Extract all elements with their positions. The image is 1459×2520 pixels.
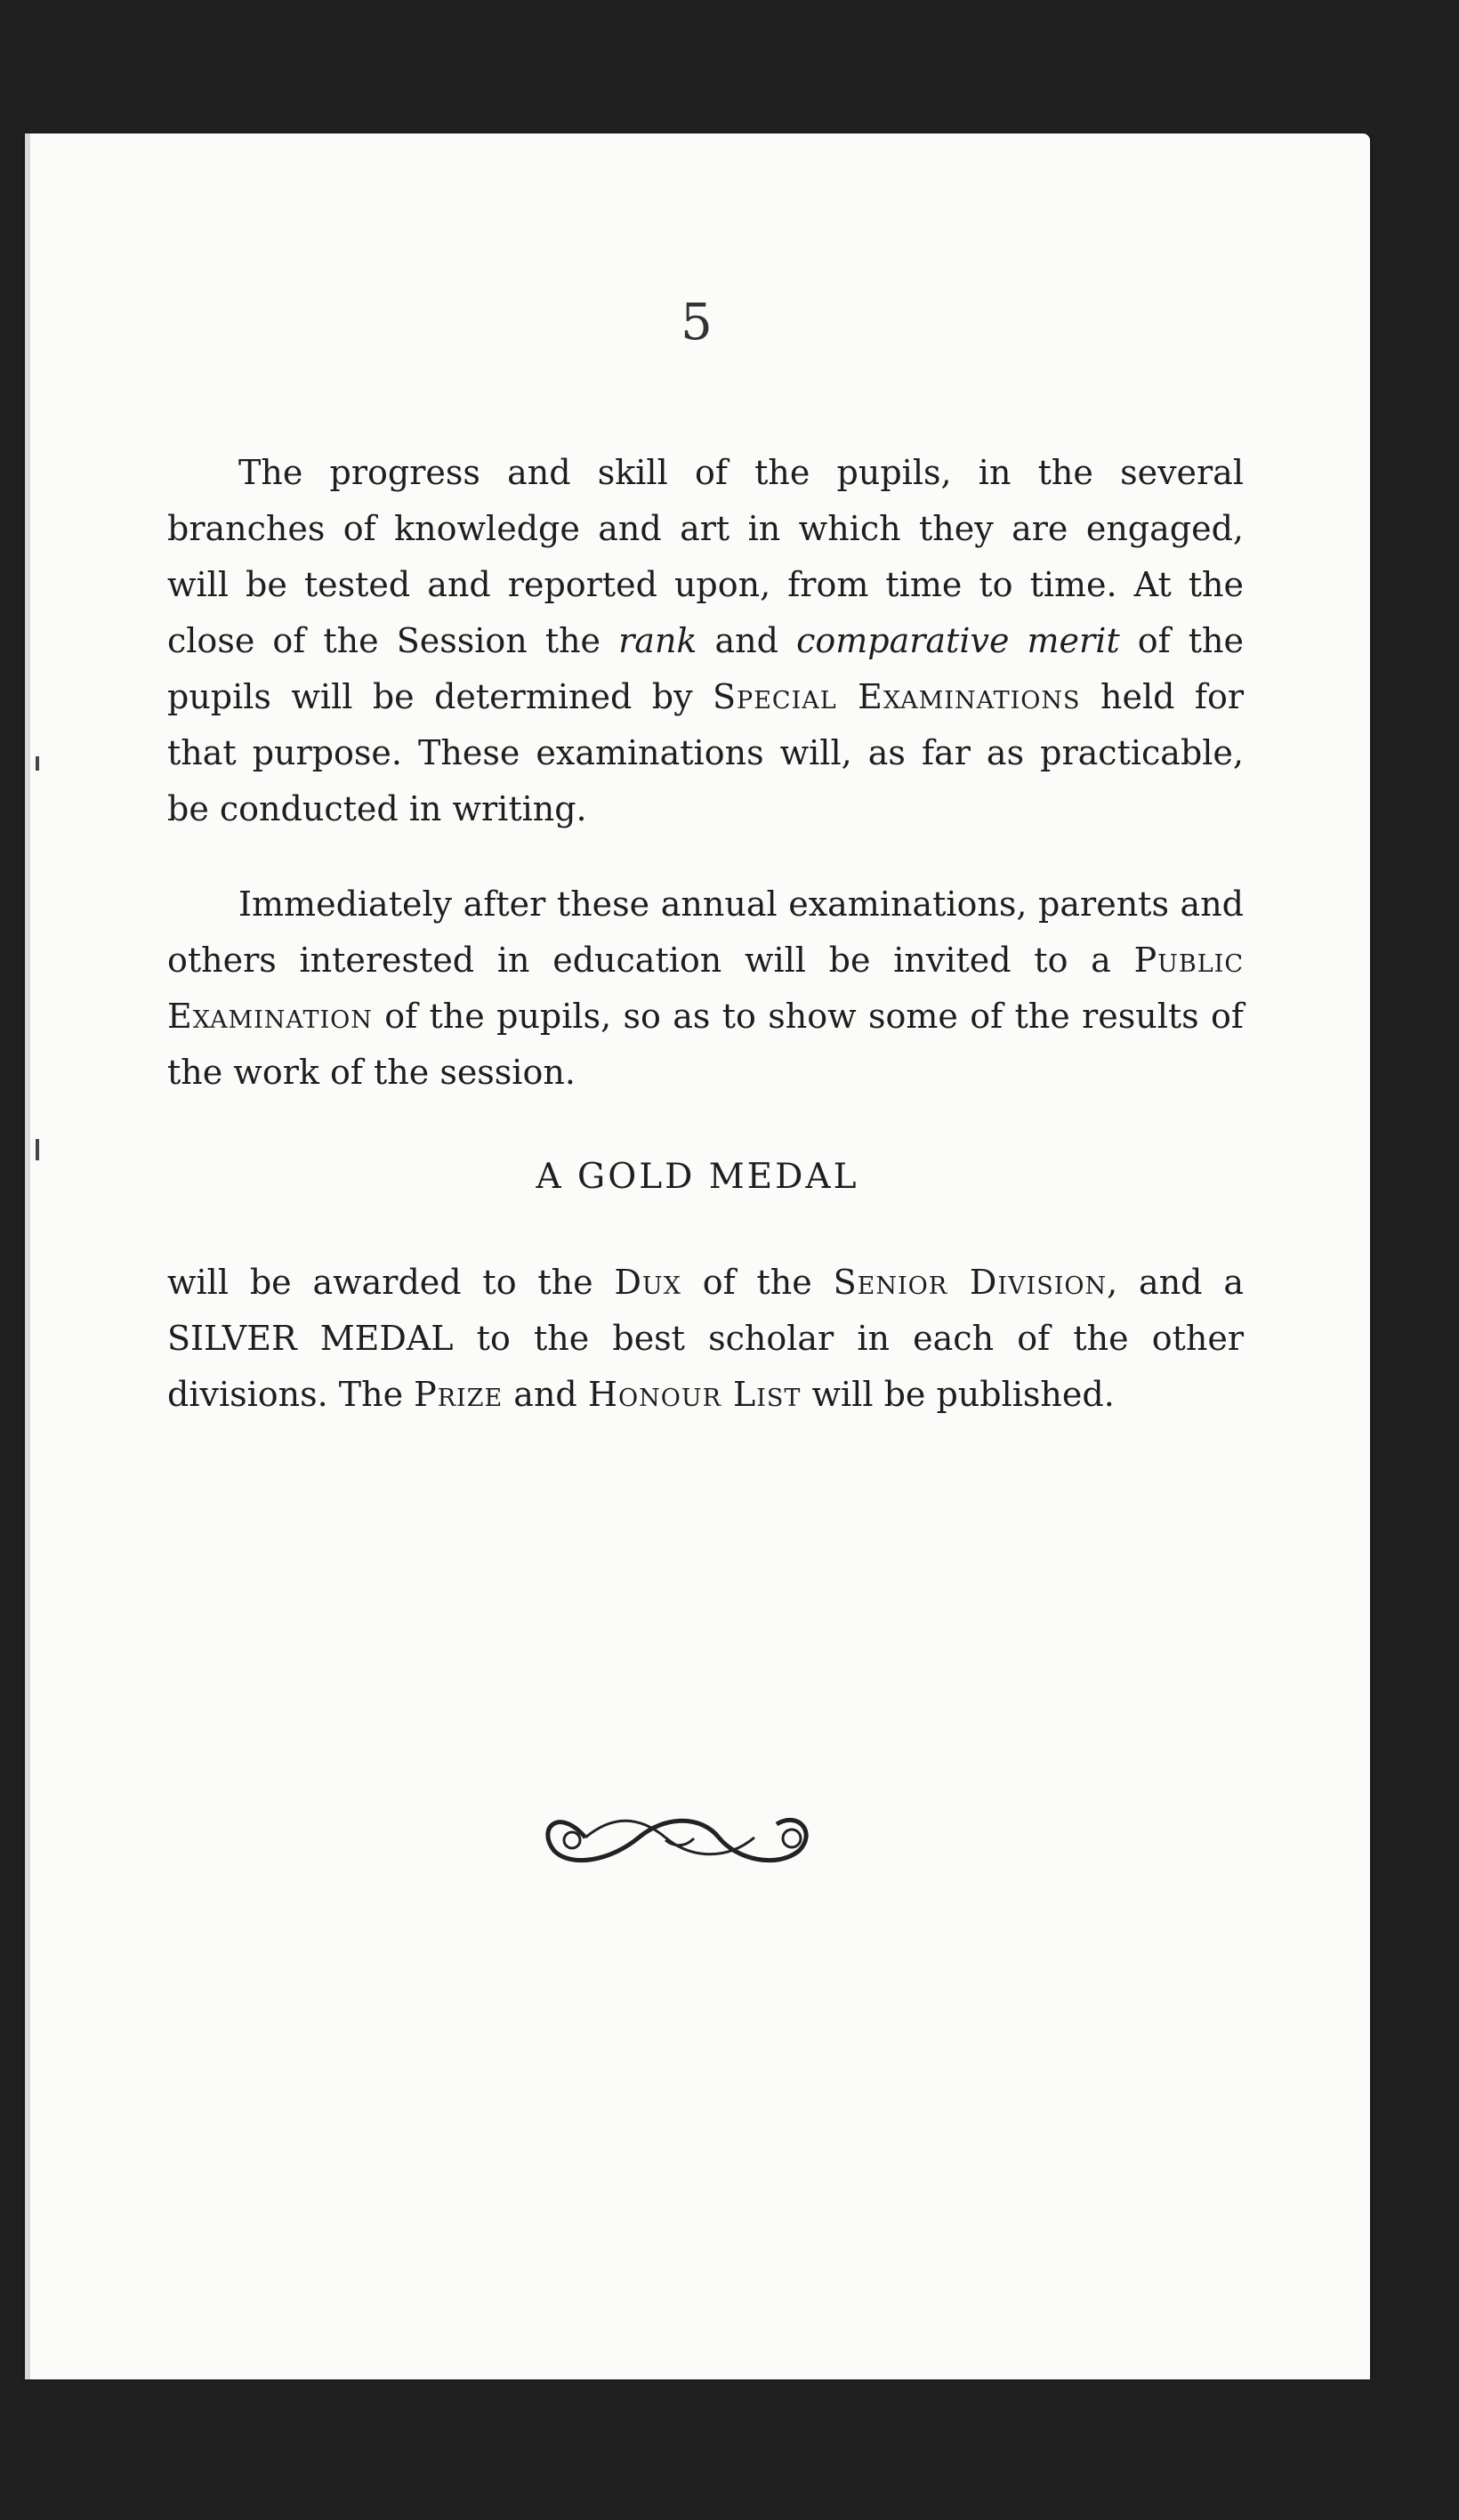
public-examination-smallcaps: Public Examination	[167, 941, 1244, 1036]
page-edge	[25, 133, 30, 2379]
para2-text-1: Immediately after these annual examinations, parents and others interested in education will be invited to a	[167, 884, 1244, 980]
dux-smallcaps: Dux	[614, 1263, 681, 1302]
para1-text-3: of the pupils will be determined by	[167, 621, 1244, 716]
scroll-ornament-icon	[532, 1789, 826, 1886]
special-examinations-smallcaps: Special Examinations	[713, 677, 1081, 716]
para3-text-4: and	[503, 1375, 588, 1414]
senior-division-smallcaps: Senior Division	[833, 1263, 1108, 1302]
margin-mark	[36, 756, 39, 771]
para3-text-2: of the	[681, 1263, 834, 1302]
paragraph-progress	[167, 445, 1244, 837]
para1-text-4: held for that purpose. These examinations will, as far as practicable, be conducted in writing.	[167, 677, 1244, 828]
margin-mark	[36, 1139, 39, 1160]
paragraph-medals	[167, 1255, 1244, 1423]
paragraph-public-examination	[167, 876, 1244, 1101]
rank-italic: rank	[618, 621, 697, 660]
prize-smallcaps: Prize	[414, 1375, 504, 1414]
honour-list-smallcaps: Honour List	[587, 1375, 802, 1414]
para1-text-2: and	[697, 621, 797, 660]
para3-text-3: , and a SILVER MEDAL to the best scholar in each of the other divisions. The	[167, 1263, 1244, 1414]
para1-text-1: The progress and skill of the pupils, in the several branches of knowledge and art in which they are engaged, will be tested and reported upon, from time to time. At the close of the Session the	[167, 453, 1244, 660]
para3-text-1: will be awarded to the	[167, 1263, 615, 1302]
document-page	[25, 133, 1370, 2379]
comparative-merit-italic: comparative merit	[796, 621, 1120, 660]
gold-medal-heading: A GOLD MEDAL	[536, 1157, 859, 1197]
page-number: 5	[681, 294, 714, 351]
para2-text-2: of the pupils, so as to show some of the results of the work of the session.	[167, 997, 1244, 1092]
para3-text-5: will be published.	[801, 1375, 1115, 1414]
